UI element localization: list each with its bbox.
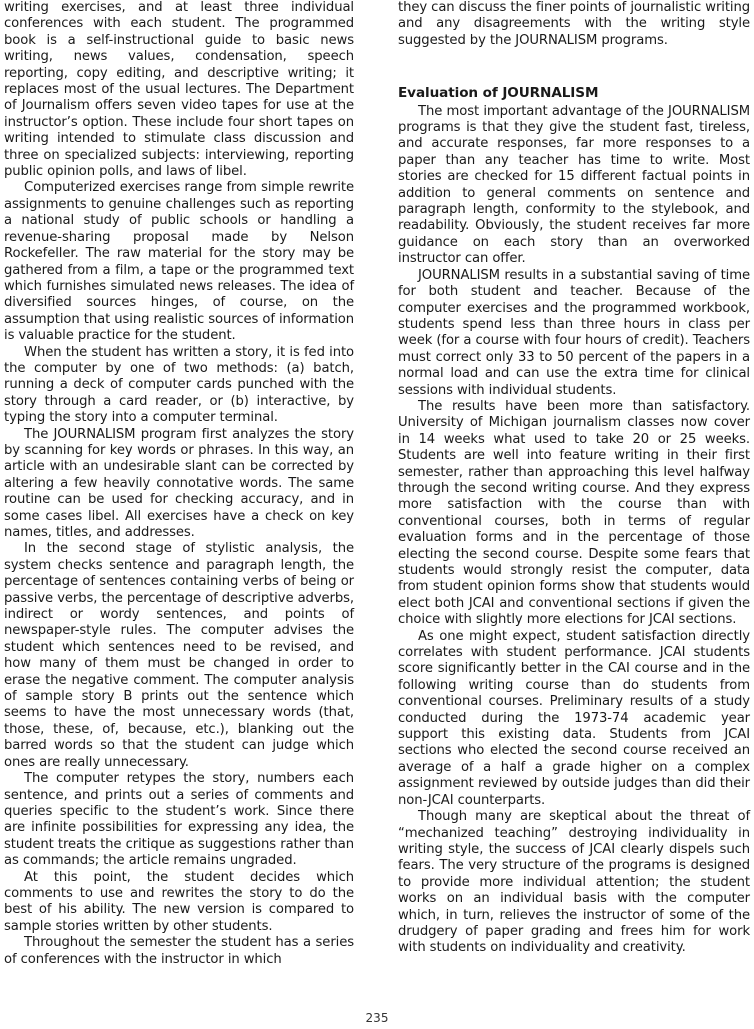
paragraph: Though many are skeptical about the threat of “mechanized teaching” destroying individuality in writing style, the success of JCAI clearly dispels such fears. The very structure of the programs is designed to provide more individual attention; the student works on an individual basis with the computer which, in turn, relieves the instructor of some of the drudgery of paper grading and frees him for work with students on individuality and creativity.	[398, 809, 750, 956]
paragraph: In the second stage of stylistic analysis, the system checks sentence and paragraph length, the percentage of sentences containing verbs of being or passive verbs, the percentage of descriptive adverbs, indirect or wordy sentences, and points of newspaper-style rules. The computer advises the student which sentences need to be revised, and how many of them must be changed in order to erase the negative comment. The computer analysis of sample story B prints out the sentence which seems to have the most unnecessary words (that, those, these, of, because, etc.), blanking out the barred words so that the student can judge which ones are really unnecessary.	[4, 541, 354, 770]
paragraph: JOURNALISM results in a substantial saving of time for both student and teacher. Because of the computer exercises and the programmed workbook, students spend less than three hours in class per week (for a course with four hours of credit). Teachers must correct only 33 to 50 percent of the papers in a normal load and can use the extra time for clinical sessions with individual students.	[398, 267, 750, 398]
section-heading: Evaluation of JOURNALISM	[398, 85, 599, 102]
paragraph: The JOURNALISM program first analyzes the story by scanning for key words or phrases. In this way, an article with an undesirable slant can be corrected by altering a few heavily connotative words. The same routine can be used for checking accuracy, and in some cases libel. All exercises have a check on key names, titles, and addresses.	[4, 426, 354, 540]
paragraph: writing exercises, and at least three individual conferences with each student. The programmed book is a self-instructional guide to basic news writing, news values, condensation, speech reporting, copy editing, and descriptive writing; it replaces most of the usual lectures. The Department of Journalism offers seven video tapes for use at the instructor’s option. These include four short tapes on writing intended to stimulate class discussion and three on specialized subjects: interviewing, reporting public opinion polls, and laws of libel.	[4, 0, 354, 180]
paragraph: they can discuss the finer points of journalistic writing and any disagreements with the writing style suggested by the JOURNALISM programs.	[398, 0, 750, 48]
paragraph: Throughout the semester the student has a series of conferences with the instructor in which	[4, 935, 354, 967]
left-column	[4, 0, 354, 968]
paragraph: The most important advantage of the JOURNALISM programs is that they give the student fast, tireless, and accurate responses, far more responses to a paper than any teacher has time to write. Most stories are checked for 15 different factual points in addition to general comments on sentence and paragraph length, conformity to the stylebook, and readability. Obviously, the student receives far more guidance on each story than an overworked instructor can offer.	[398, 103, 750, 267]
paragraph: Computerized exercises range from simple rewrite assignments to genuine challenges such as reporting a national study of public schools or handling a revenue-sharing proposal made by Nelson Rockefeller. The raw material for the story may be gathered from a film, a tape or the programmed text which furnishes simulated news releases. The idea of diversified sources hinges, of course, on the assumption that using realistic sources of information is valuable practice for the student.	[4, 180, 354, 344]
paragraph: At this point, the student decides which comments to use and rewrites the story to do the best of his ability. The new version is compared to sample stories written by other students.	[4, 869, 354, 934]
page-number: 235	[365, 1011, 389, 1025]
paragraph: The computer retypes the story, numbers each sentence, and prints out a series of comments and queries specific to the student’s work. Since there are infinite possibilities for expressing any idea, the student treats the critique as suggestions rather than as commands; the article remains ungraded.	[4, 771, 354, 869]
paragraph: As one might expect, student satisfaction directly correlates with student performance. JCAI students score significantly better in the CAI course and in the following writing course than do students from conventional courses. Preliminary results of a study conducted during the 1973-74 academic year support this existing data. Students from JCAI sections who elected the second course received an average of a half a grade higher on a complex assignment reviewed by outside judges than did their non-JCAI counterparts.	[398, 628, 750, 808]
right-column	[398, 0, 750, 957]
paragraph: When the student has written a story, it is fed into the computer by one of two methods: (a) batch, running a deck of computer cards punched with the story through a card reader, or (b) interactive, by typing the story into a computer terminal.	[4, 344, 354, 426]
paragraph: The results have been more than satisfactory. University of Michigan journalism classes now cover in 14 weeks what used to take 20 or 25 weeks. Students are well into feature writing in their first semester, rather than approaching this level halfway through the second writing course. And they express more satisfaction with the course than with conventional courses, both in terms of regular evaluation forms and in the percentage of those electing the second course. Despite some fears that students would strongly resist the computer, data from student opinion forms show that students would elect both JCAI and conventional sections if given the choice with slightly more elections for JCAI sections.	[398, 398, 750, 628]
